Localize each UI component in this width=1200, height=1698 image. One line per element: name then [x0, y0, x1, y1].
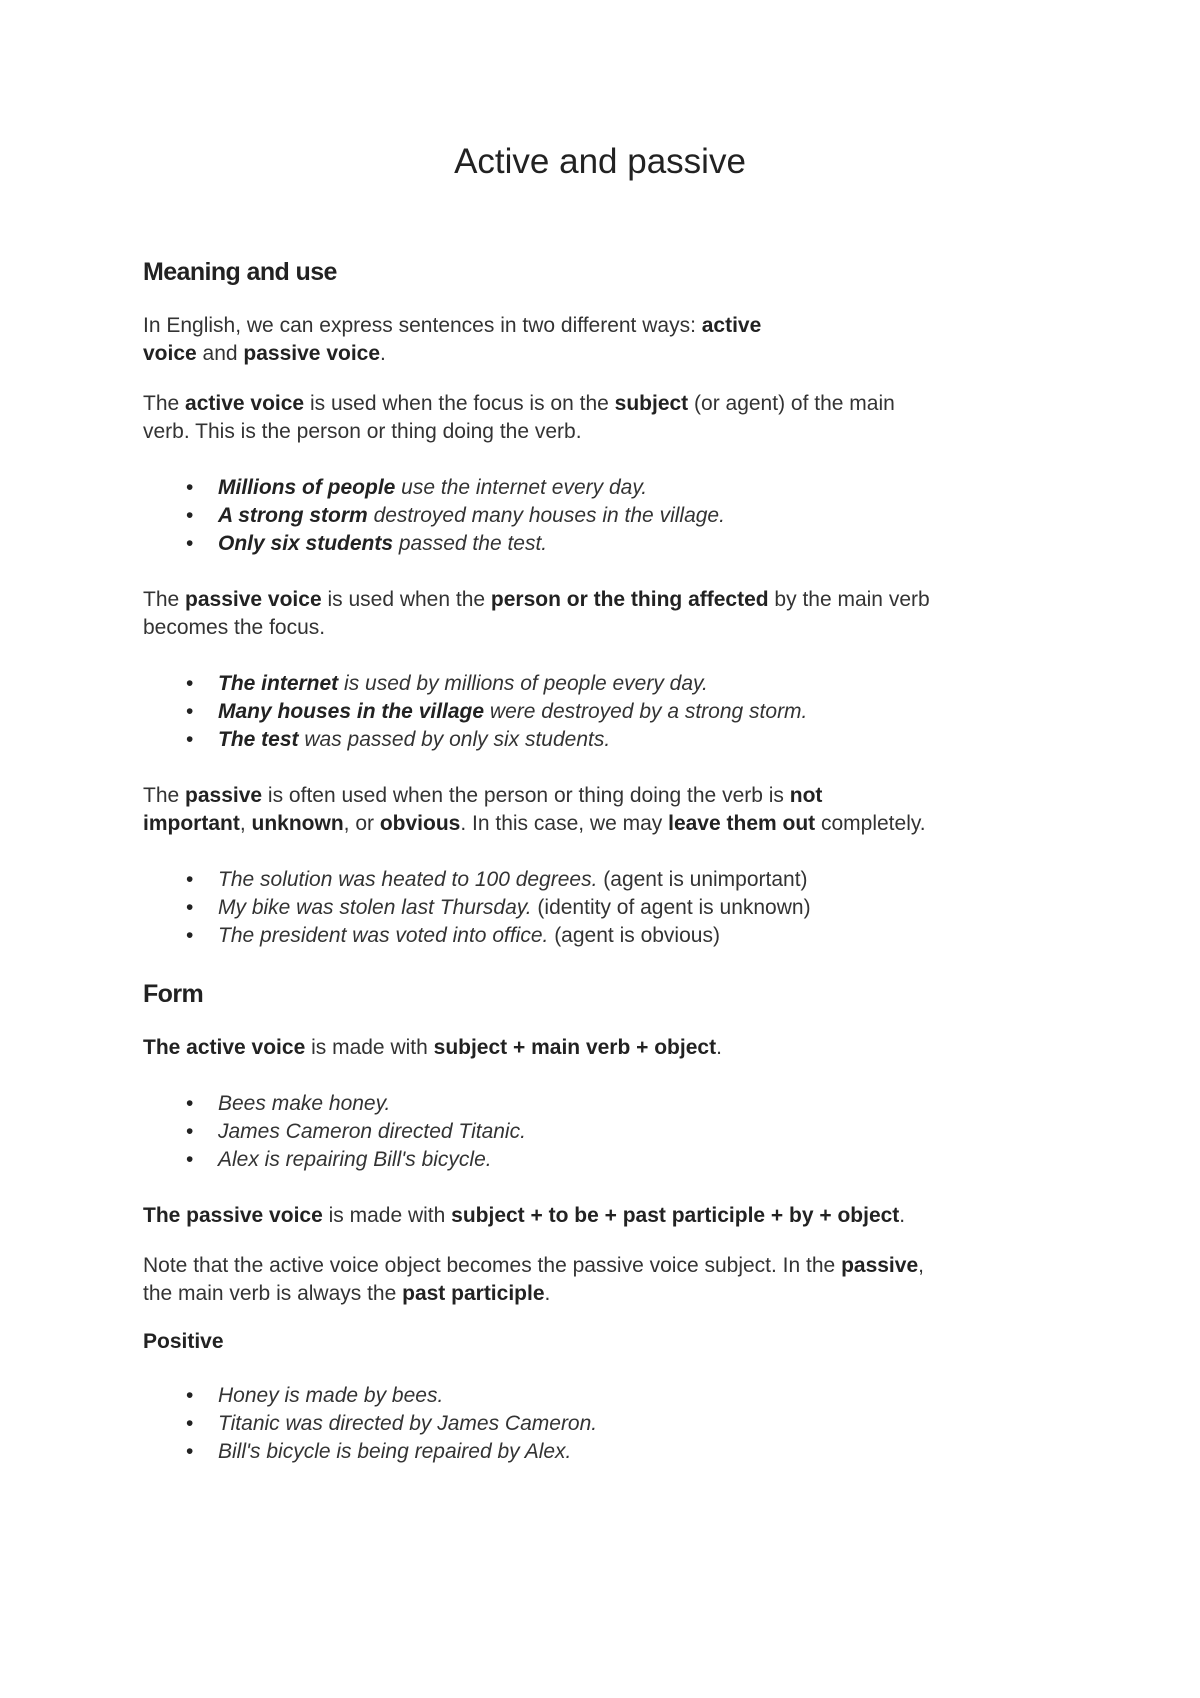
list-item: • The solution was heated to 100 degrees. (agent is unimportant)	[143, 866, 1073, 894]
note-paragraph: Note that the active voice object becomes the passive voice subject. In the passive, the main verb is always the past participle.	[143, 1254, 924, 1305]
list-item: • A strong storm destroyed many houses in the village.	[143, 502, 1073, 530]
list-item: • My bike was stolen last Thursday. (identity of agent is unknown)	[143, 894, 1073, 922]
list-item: • Alex is repairing Bill's bicycle.	[143, 1146, 1073, 1174]
list-item: • The test was passed by only six students.	[143, 726, 1073, 754]
list-item: • James Cameron directed Titanic.	[143, 1118, 1073, 1146]
list-item: • Bill's bicycle is being repaired by Alex.	[143, 1438, 1073, 1466]
list-item: • Titanic was directed by James Cameron.	[143, 1410, 1073, 1438]
list-item: • The internet is used by millions of people every day.	[143, 670, 1073, 698]
passive-rule-paragraph: The passive voice is made with subject + to be + past participle + by + object.	[143, 1204, 906, 1227]
agent-examples-list	[143, 866, 1073, 950]
form-active-examples-list	[143, 1090, 1073, 1174]
section-heading-meaning: Meaning and use	[143, 258, 337, 286]
active-rule-paragraph: The active voice is made with subject + main verb + object.	[143, 1036, 722, 1059]
positive-heading: Positive	[143, 1330, 224, 1353]
active-examples-list	[143, 474, 1073, 558]
list-item: • Honey is made by bees.	[143, 1382, 1073, 1410]
list-item: • Millions of people use the internet every day.	[143, 474, 1073, 502]
list-item: • Many houses in the village were destroyed by a strong storm.	[143, 698, 1073, 726]
list-item: • The president was voted into office. (agent is obvious)	[143, 922, 1073, 950]
list-item: • Only six students passed the test.	[143, 530, 1073, 558]
positive-examples-list	[143, 1382, 1073, 1466]
agent-paragraph: The passive is often used when the person or thing doing the verb is not important, unknown, or obvious. In this case, we may leave them out completely.	[143, 784, 926, 835]
active-voice-paragraph: The active voice is used when the focus is on the subject (or agent) of the main verb. This is the person or thing doing the verb.	[143, 392, 895, 443]
passive-examples-list	[143, 670, 1073, 754]
section-heading-form: Form	[143, 980, 204, 1008]
passive-voice-paragraph: The passive voice is used when the person or the thing affected by the main verb becomes the focus.	[143, 588, 930, 639]
intro-paragraph: In English, we can express sentences in two different ways: active voice and passive voice.	[143, 314, 762, 365]
list-item: • Bees make honey.	[143, 1090, 1073, 1118]
page-title: Active and passive	[454, 142, 746, 181]
